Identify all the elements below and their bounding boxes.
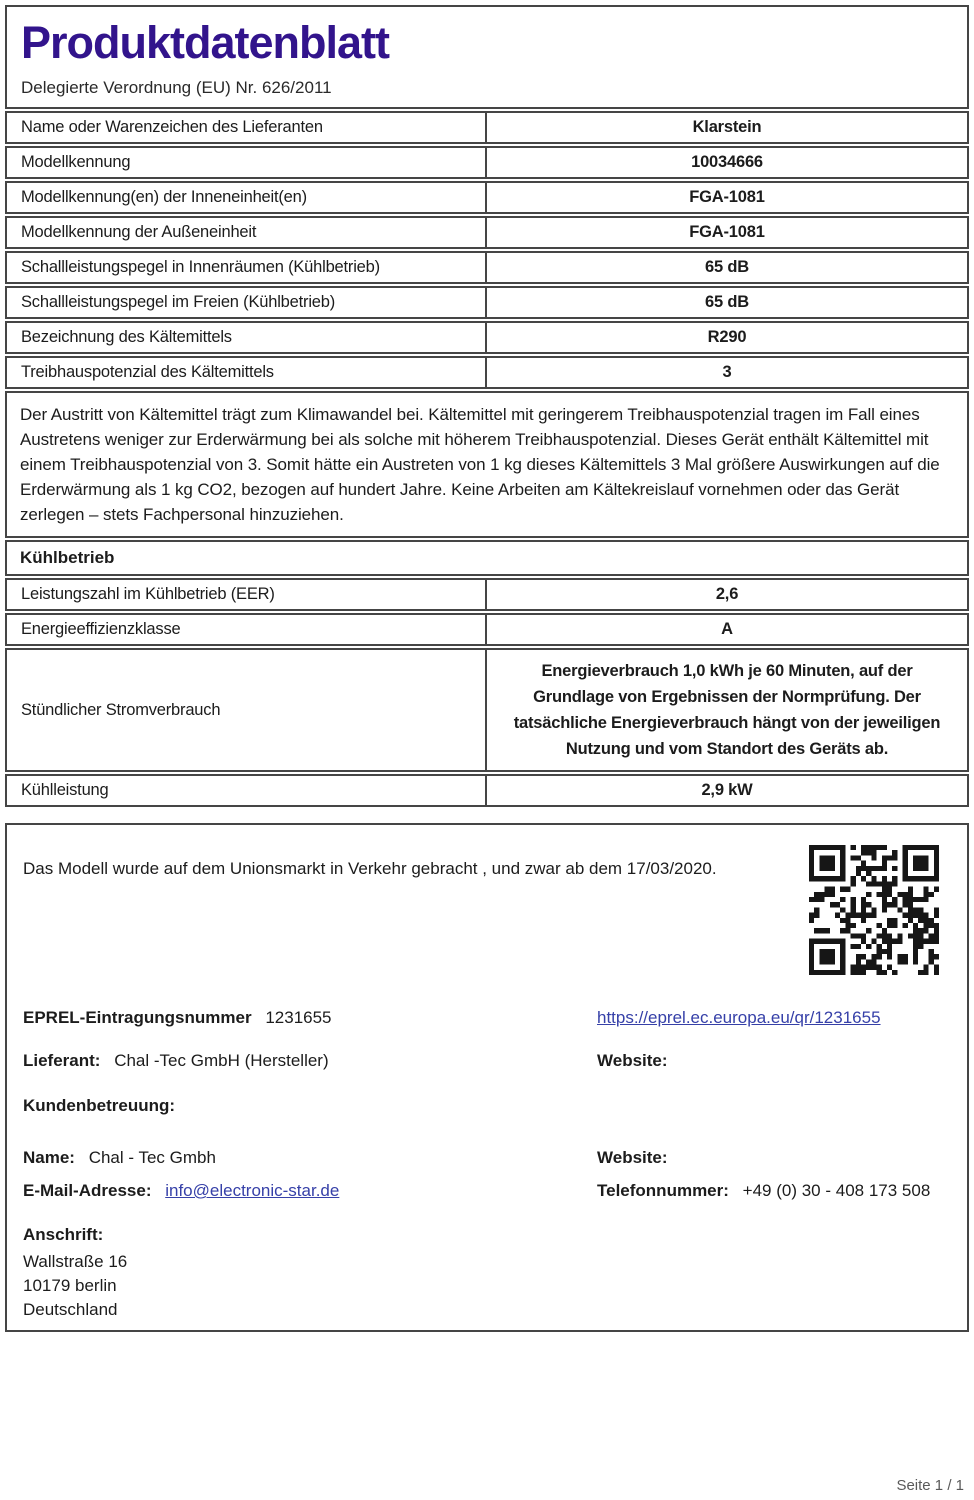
table-row [5, 774, 969, 807]
eprel-number: 1231655 [265, 1008, 332, 1027]
table-row [5, 146, 969, 179]
address-line: Deutschland [23, 1300, 118, 1319]
eprel-row [23, 1008, 951, 1028]
eprel-link[interactable]: https://eprel.ec.europa.eu/qr/1231655 [597, 1008, 881, 1027]
row-label: Treibhauspotenzial des Kältemittels [7, 358, 487, 387]
table-row [5, 356, 969, 389]
name-row [23, 1148, 951, 1168]
supplier-label: Lieferant: [23, 1051, 101, 1070]
supplier-row [23, 1051, 951, 1071]
row-value: 2,6 [715, 585, 739, 603]
website-label: Website: [597, 1051, 668, 1070]
address-block [23, 1250, 951, 1322]
address-line: Wallstraße 16 [23, 1252, 128, 1271]
row-value: 2,9 kW [701, 781, 753, 799]
row-value: FGA-1081 [689, 188, 765, 206]
market-info-box [5, 823, 969, 1332]
customer-service-label: Kundenbetreuung: [23, 1096, 176, 1115]
name-value: Chal - Tec Gmbh [88, 1148, 216, 1167]
customer-service-row [23, 1096, 951, 1116]
row-label: Energieeffizienzklasse [7, 615, 487, 644]
row-value: Energieverbrauch 1,0 kWh je 60 Minuten, auf der Grundlage von Ergebnissen der Normprüfung. Der tatsächliche Energieverbrauch hängt von der jeweiligen Nutzung und vom Standort des Geräts ab. [513, 662, 941, 758]
row-label: Leistungszahl im Kühlbetrieb (EER) [7, 580, 487, 609]
phone-value: +49 (0) 30 - 408 173 508 [742, 1181, 931, 1200]
email-link[interactable]: info@electronic-star.de [165, 1181, 340, 1200]
row-label: Kühlleistung [7, 776, 487, 805]
row-value: FGA-1081 [689, 223, 765, 241]
table-row [5, 181, 969, 214]
table-row [5, 613, 969, 646]
table-row [5, 648, 969, 772]
table-row [5, 321, 969, 354]
email-row [23, 1181, 951, 1201]
row-value: A [721, 620, 733, 638]
address-row [23, 1225, 951, 1245]
phone-label: Telefonnummer: [597, 1181, 729, 1200]
table-row [5, 578, 969, 611]
row-label: Bezeichnung des Kältemittels [7, 323, 487, 352]
row-label: Modellkennung [7, 148, 487, 177]
eprel-label: EPREL-Eintragungsnummer [23, 1008, 252, 1027]
table-row [5, 111, 969, 144]
row-label: Stündlicher Stromverbrauch [7, 650, 487, 770]
row-label: Modellkennung(en) der Inneneinheit(en) [7, 183, 487, 212]
row-label: Schallleistungspegel im Freien (Kühlbetrieb) [7, 288, 487, 317]
header [5, 5, 969, 109]
row-value: R290 [707, 328, 747, 346]
section-header-kuehlbetrieb: Kühlbetrieb [5, 540, 969, 576]
website-label: Website: [597, 1148, 668, 1167]
regulation-subtitle: Delegierte Verordnung (EU) Nr. 626/2011 [21, 78, 332, 97]
row-label: Name oder Warenzeichen des Lieferanten [7, 113, 487, 142]
address-line: 10179 berlin [23, 1276, 117, 1295]
address-label: Anschrift: [23, 1225, 104, 1244]
row-value: 65 dB [705, 258, 749, 276]
page-title: Produktdatenblatt [21, 17, 390, 68]
row-label: Modellkennung der Außeneinheit [7, 218, 487, 247]
table-row [5, 251, 969, 284]
qr-code [809, 845, 939, 975]
table-row [5, 216, 969, 249]
row-value: 65 dB [705, 293, 749, 311]
row-value: 3 [722, 363, 732, 381]
email-label: E-Mail-Adresse: [23, 1181, 152, 1200]
supplier-value: Chal -Tec GmbH (Hersteller) [114, 1051, 329, 1070]
table-row [5, 286, 969, 319]
row-value: Klarstein [692, 118, 762, 136]
row-label: Schallleistungspegel in Innenräumen (Kühlbetrieb) [7, 253, 487, 282]
page-number: Seite 1 / 1 [896, 1477, 964, 1494]
name-label: Name: [23, 1148, 75, 1167]
row-value: 10034666 [691, 153, 763, 171]
refrigerant-note: Der Austritt von Kältemittel trägt zum Klimawandel bei. Kältemittel mit geringerem Treibhauspotenzial tragen im Fall eines Austretens weniger zur Erderwärmung bei als solche mit höherem Treibhauspotenzial. Dieses Gerät enthält Kältemittel mit einem Treibhauspotenzial von 3. Somit hätte ein Austreten von 1 kg dieses Kältemittels 3 Mal größere Auswirkungen auf die Erderwärmung als 1 kg CO2, bezogen auf hundert Jahre. Keine Arbeiten am Kältekreislauf vornehmen oder das Gerät zerlegen – stets Fachpersonal hinzuziehen. [5, 391, 969, 538]
market-placement-note: Das Modell wurde auf dem Unionsmarkt in Verkehr gebracht , und zwar ab dem 17/03/2020. [23, 859, 717, 878]
